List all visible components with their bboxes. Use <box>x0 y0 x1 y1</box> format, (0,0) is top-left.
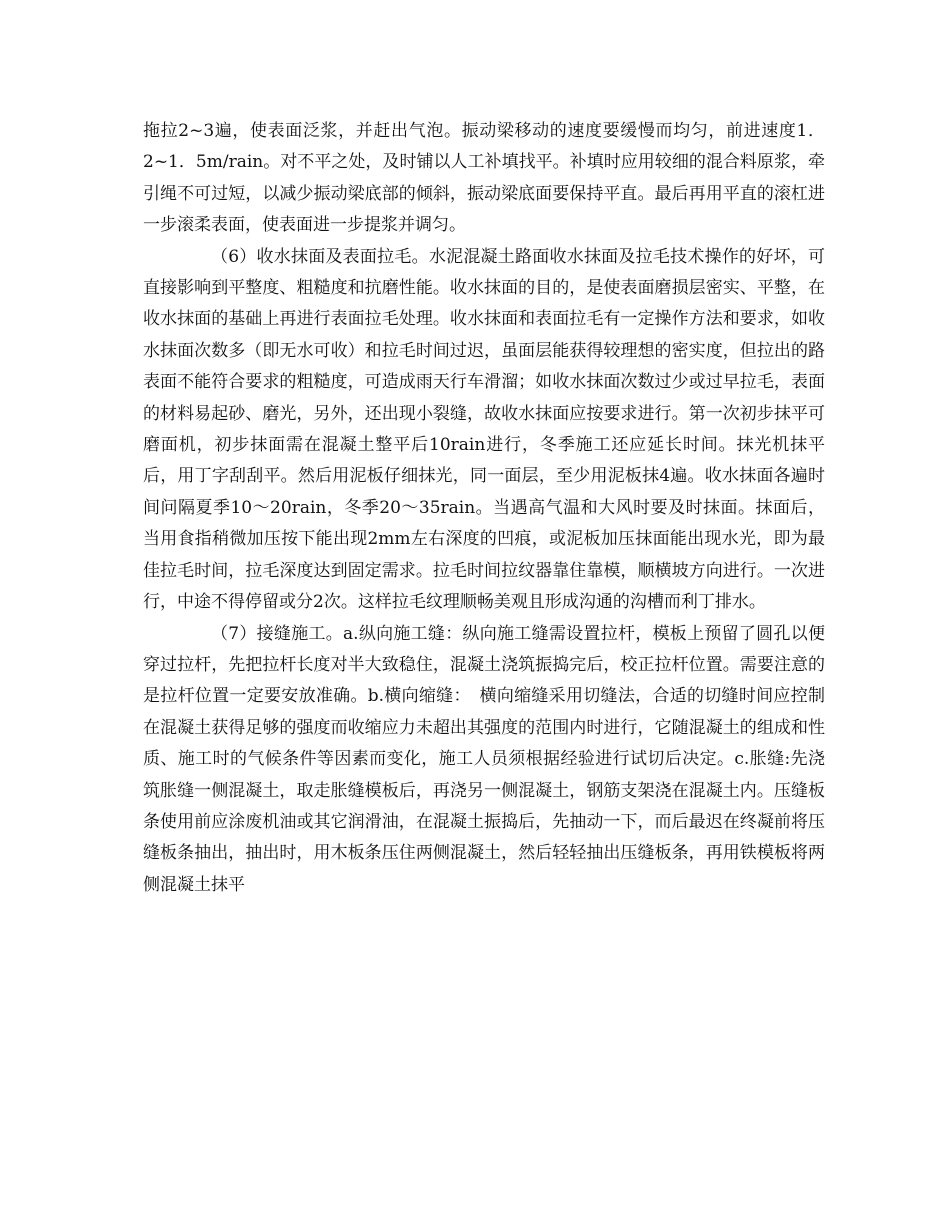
paragraph-continuation: 拖拉2~3遍，使表面泛浆，并赶出气泡。振动梁移动的速度要缓慢而均匀，前进速度1．2~1．5m/rain。对不平之处，及时铺以人工补填找平。补填时应用较细的混合料原浆，牵引绳不可过短，以减少振动梁底部的倾斜，振动梁底面要保持平直。最后再用平直的滚杠进一步滚柔表面，使表面进一步提浆并调匀。 <box>143 121 825 236</box>
paragraph-6-surface-finishing: （6）收水抹面及表面拉毛。水泥混凝土路面收水抹面及拉毛技术操作的好坏，可直接影响到平整度、粗糙度和抗磨性能。收水抹面的目的，是使表面磨损层密实、平整，在收水抹面的基础上再进行表面拉毛处理。收水抹面和表面拉毛有一定操作方法和要求，如收水抹面次数多（即无水可收）和拉毛时间过迟，虽面层能获得较理想的密实度，但拉出的路表面不能符合要求的粗糙度，可造成雨天行车滑溜；如收水抹面次数过少或过早拉毛，表面的材料易起砂、磨光，另外，还出现小裂缝，故收水抹面应按要求进行。第一次初步抹平可磨面机，初步抹面需在混凝土整平后10rain进行，冬季施工还应延长时间。抹光机抹平后，用丁字刮刮平。然后用泥板仔细抹光，同一面层，至少用泥板抹4遍。收水抹面各遍时间问隔夏季10～20rain，冬季20～35rain。当遇高气温和大风时要及时抹面。抹面后，当用食指稍微加压按下能出现2mm左右深度的凹痕，或泥板加压抹面能出现水光，即为最佳拉毛时间，拉毛深度达到固定需求。拉毛时间拉纹器靠住靠模，顺横坡方向进行。一次进行，中途不得停留或分2次。这样拉毛纹理顺畅美观且形成沟通的沟槽而利丁排水。 <box>143 246 825 613</box>
body-text <box>143 116 825 901</box>
paragraph-7-joint-construction: （7）接缝施工。a.纵向施工缝：纵向施工缝需设置拉杆，模板上预留了圆孔以便穿过拉杆，先把拉杆长度对半大致稳住，混凝土浇筑振捣完后，校正拉杆位置。需要注意的是拉杆位置一定要安放准确。b.横向缩缝： 横向缩缝采用切缝法，合适的切缝时间应控制在混凝土获得足够的强度而收缩应力未超出其强度的范围内时进行，它随混凝土的组成和性质、施工时的气候条件等因素而变化，施工人员须根据经验进行试切后决定。c.胀缝:先浇筑胀缝一侧混凝土，取走胀缝模板后，再浇另一侧混凝土，钢筋支架浇在混凝土内。压缝板条使用前应涂废机油或其它润滑油，在混凝土振捣后，先抽动一下，而后最迟在终凝前将压缝板条抽出，抽出时，用木板条压住两侧混凝土，然后轻轻抽出压缝板条，再用铁模板将两侧混凝土抹平 <box>143 623 825 895</box>
